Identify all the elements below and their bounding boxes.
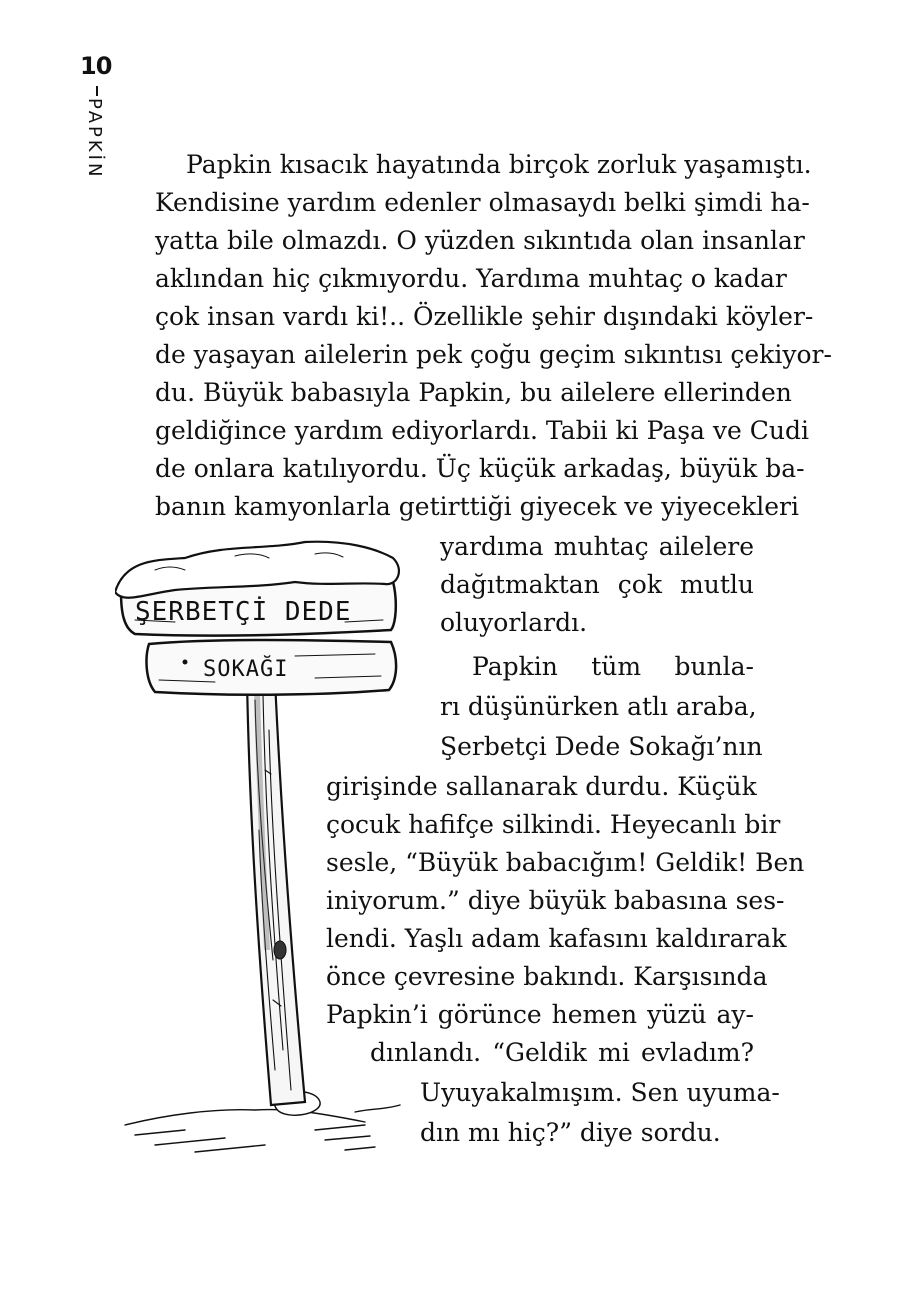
- running-head: PAPKİN: [84, 98, 105, 180]
- text-line: çocuk hafifçe silkindi. Heyecanlı bir: [326, 810, 781, 839]
- text-line: çok insan vardı ki!.. Özellikle şehir dışındaki köyler-: [155, 302, 814, 331]
- sign-board-top: [115, 542, 399, 636]
- text-line: Papkin tüm bunla-: [472, 652, 754, 681]
- text-line: dın mı hiç?” diye sordu.: [420, 1118, 721, 1147]
- text-line: yardıma muhtaç ailelere: [440, 532, 754, 561]
- text-line: sesle, “Büyük babacığım! Geldik! Ben: [326, 848, 805, 877]
- text-line: dağıtmaktan çok mutlu: [440, 570, 754, 599]
- text-line: iniyorum.” diye büyük babasına ses-: [326, 886, 785, 915]
- sign-bottom-text: SOKAĞI: [203, 657, 289, 682]
- text-line: Kendisine yardım edenler olmasaydı belki şimdi ha-: [155, 188, 810, 217]
- text-line: dınlandı. “Geldik mi evladım?: [370, 1038, 754, 1067]
- text-line: önce çevresine bakındı. Karşısında: [326, 962, 768, 991]
- text-line: geldiğince yardım ediyorlardı. Tabii ki Paşa ve Cudi: [155, 416, 809, 445]
- street-sign-illustration: [115, 530, 415, 1180]
- text-line: du. Büyük babasıyla Papkin, bu ailelere ellerinden: [155, 378, 792, 407]
- text-line: lendi. Yaşlı adam kafasını kaldırarak: [326, 924, 787, 953]
- ground-sketch: [125, 1091, 400, 1152]
- text-line: Uyuyakalmışım. Sen uyuma-: [420, 1078, 780, 1107]
- text-line: de onlara katılıyordu. Üç küçük arkadaş, büyük ba-: [155, 454, 805, 483]
- text-line: de yaşayan ailelerin pek çoğu geçim sıkıntısı çekiyor-: [155, 340, 832, 369]
- text-line: aklından hiç çıkmıyordu. Yardıma muhtaç o kadar: [155, 264, 787, 293]
- sign-top-text: ŞERBETÇİ DEDE: [135, 597, 352, 627]
- header-divider: [96, 86, 98, 96]
- text-line: oluyorlardı.: [440, 608, 588, 637]
- wooden-post: [247, 680, 305, 1105]
- text-line: yatta bile olmazdı. O yüzden sıkıntıda olan insanlar: [155, 226, 805, 255]
- text-line: Şerbetçi Dede Sokağı’nın: [440, 732, 763, 761]
- text-line: rı düşünürken atlı araba,: [440, 692, 757, 721]
- sign-board-bottom: [147, 640, 397, 695]
- text-line: girişinde sallanarak durdu. Küçük: [326, 772, 757, 801]
- text-line: Papkin kısacık hayatında birçok zorluk yaşamıştı.: [186, 150, 812, 179]
- text-line: banın kamyonlarla getirttiği giyecek ve yiyecekleri: [155, 492, 800, 521]
- text-line: Papkin’i görünce hemen yüzü ay-: [326, 1000, 754, 1029]
- page-number: 10: [80, 52, 112, 80]
